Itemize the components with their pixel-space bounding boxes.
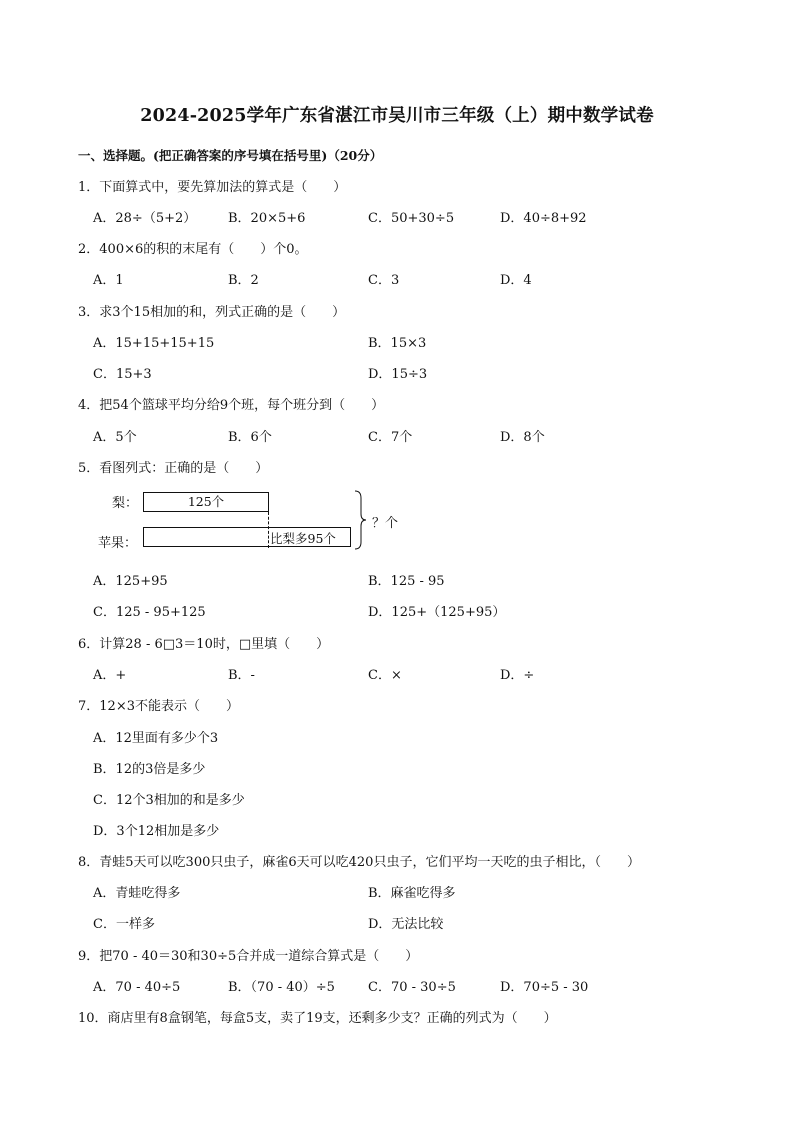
q5-option-d: D．125+（125+95） [368,605,506,620]
q3-option-a: A．15+15+15+15 [93,336,215,351]
q3-option-c: C．15+3 [93,367,152,382]
q6-option-a: A．+ [93,668,127,683]
pear-label: 梨： [112,496,139,511]
q1-option-d: D．40÷8+92 [500,211,587,226]
q2-option-c: C．3 [368,273,400,288]
q1-option-b: B．20×5+6 [228,211,306,226]
q9-option-d: D．70÷5 - 30 [500,980,589,995]
q9-option-a: A．70 - 40÷5 [93,980,181,995]
page-title: 2024-2025学年广东省湛江市吴川市三年级（上）期中数学试卷 [140,106,654,126]
apple-extra-label: 比梨多95个 [270,531,336,546]
q9-option-b: B．（70 - 40）÷5 [228,980,335,995]
brace-icon [353,490,367,550]
question-9: 9．把70 - 40＝30和30÷5合并成一道综合算式是（ ） [78,949,419,964]
q6-option-d: D．÷ [500,668,535,683]
pear-value: 125个 [187,494,225,509]
total-label: ？个 [372,516,399,531]
q3-option-d: D．15÷3 [368,367,428,382]
q6-option-b: B．- [228,668,255,683]
q8-option-b: B．麻雀吃得多 [368,886,456,901]
q4-option-b: B．6个 [228,430,272,445]
q5-option-a: A．125+95 [93,574,168,589]
q8-option-a: A．青蛙吃得多 [93,886,181,901]
q1-option-c: C．50+30÷5 [368,211,455,226]
q7-option-b: B．12的3倍是多少 [93,762,206,777]
q4-option-c: C．7个 [368,430,413,445]
question-5: 5．看图列式：正确的是（ ） [78,461,269,476]
q7-option-c: C．12个3相加的和是多少 [93,793,245,808]
q4-option-a: A．5个 [93,430,137,445]
question-2: 2．400×6的积的末尾有（ ）个0。 [78,242,308,257]
dashed-divider [268,512,269,548]
question-7: 7．12×3不能表示（ ） [78,699,239,714]
q2-option-a: A．1 [93,273,124,288]
q7-option-d: D．3个12相加是多少 [93,824,220,839]
q5-option-b: B．125 - 95 [368,574,445,589]
apple-label: 苹果： [98,536,138,551]
q4-option-d: D．8个 [500,430,545,445]
question-4: 4．把54个篮球平均分给9个班，每个班分到（ ） [78,398,385,413]
q7-option-a: A．12里面有多少个3 [93,731,219,746]
question-3: 3．求3个15相加的和，列式正确的是（ ） [78,305,346,320]
pear-bar [143,492,269,512]
question-6: 6．计算28 - 6□3＝10时，□里填（ ） [78,637,330,652]
q9-option-c: C．70 - 30÷5 [368,980,456,995]
q5-option-c: C．125 - 95+125 [93,605,206,620]
q6-option-c: C．× [368,668,402,683]
q8-option-d: D．无法比较 [368,917,444,932]
section-heading: 一、选择题。(把正确答案的序号填在括号里)（20分） [78,148,383,163]
line-segment-diagram [90,486,420,552]
q2-option-d: D．4 [500,273,532,288]
question-8: 8．青蛙5天可以吃300只虫子，麻雀6天可以吃420只虫子，它们平均一天吃的虫子相比，（ ） [78,855,640,870]
q3-option-b: B．15×3 [368,336,427,351]
question-10: 10．商店里有8盒钢笔，每盒5支，卖了19支，还剩多少支？正确的列式为（ ） [78,1011,557,1026]
q8-option-c: C．一样多 [93,917,155,932]
question-1: 1．下面算式中，要先算加法的算式是（ ） [78,180,347,195]
q1-option-a: A．28÷（5+2） [93,211,197,226]
q2-option-b: B．2 [228,273,259,288]
